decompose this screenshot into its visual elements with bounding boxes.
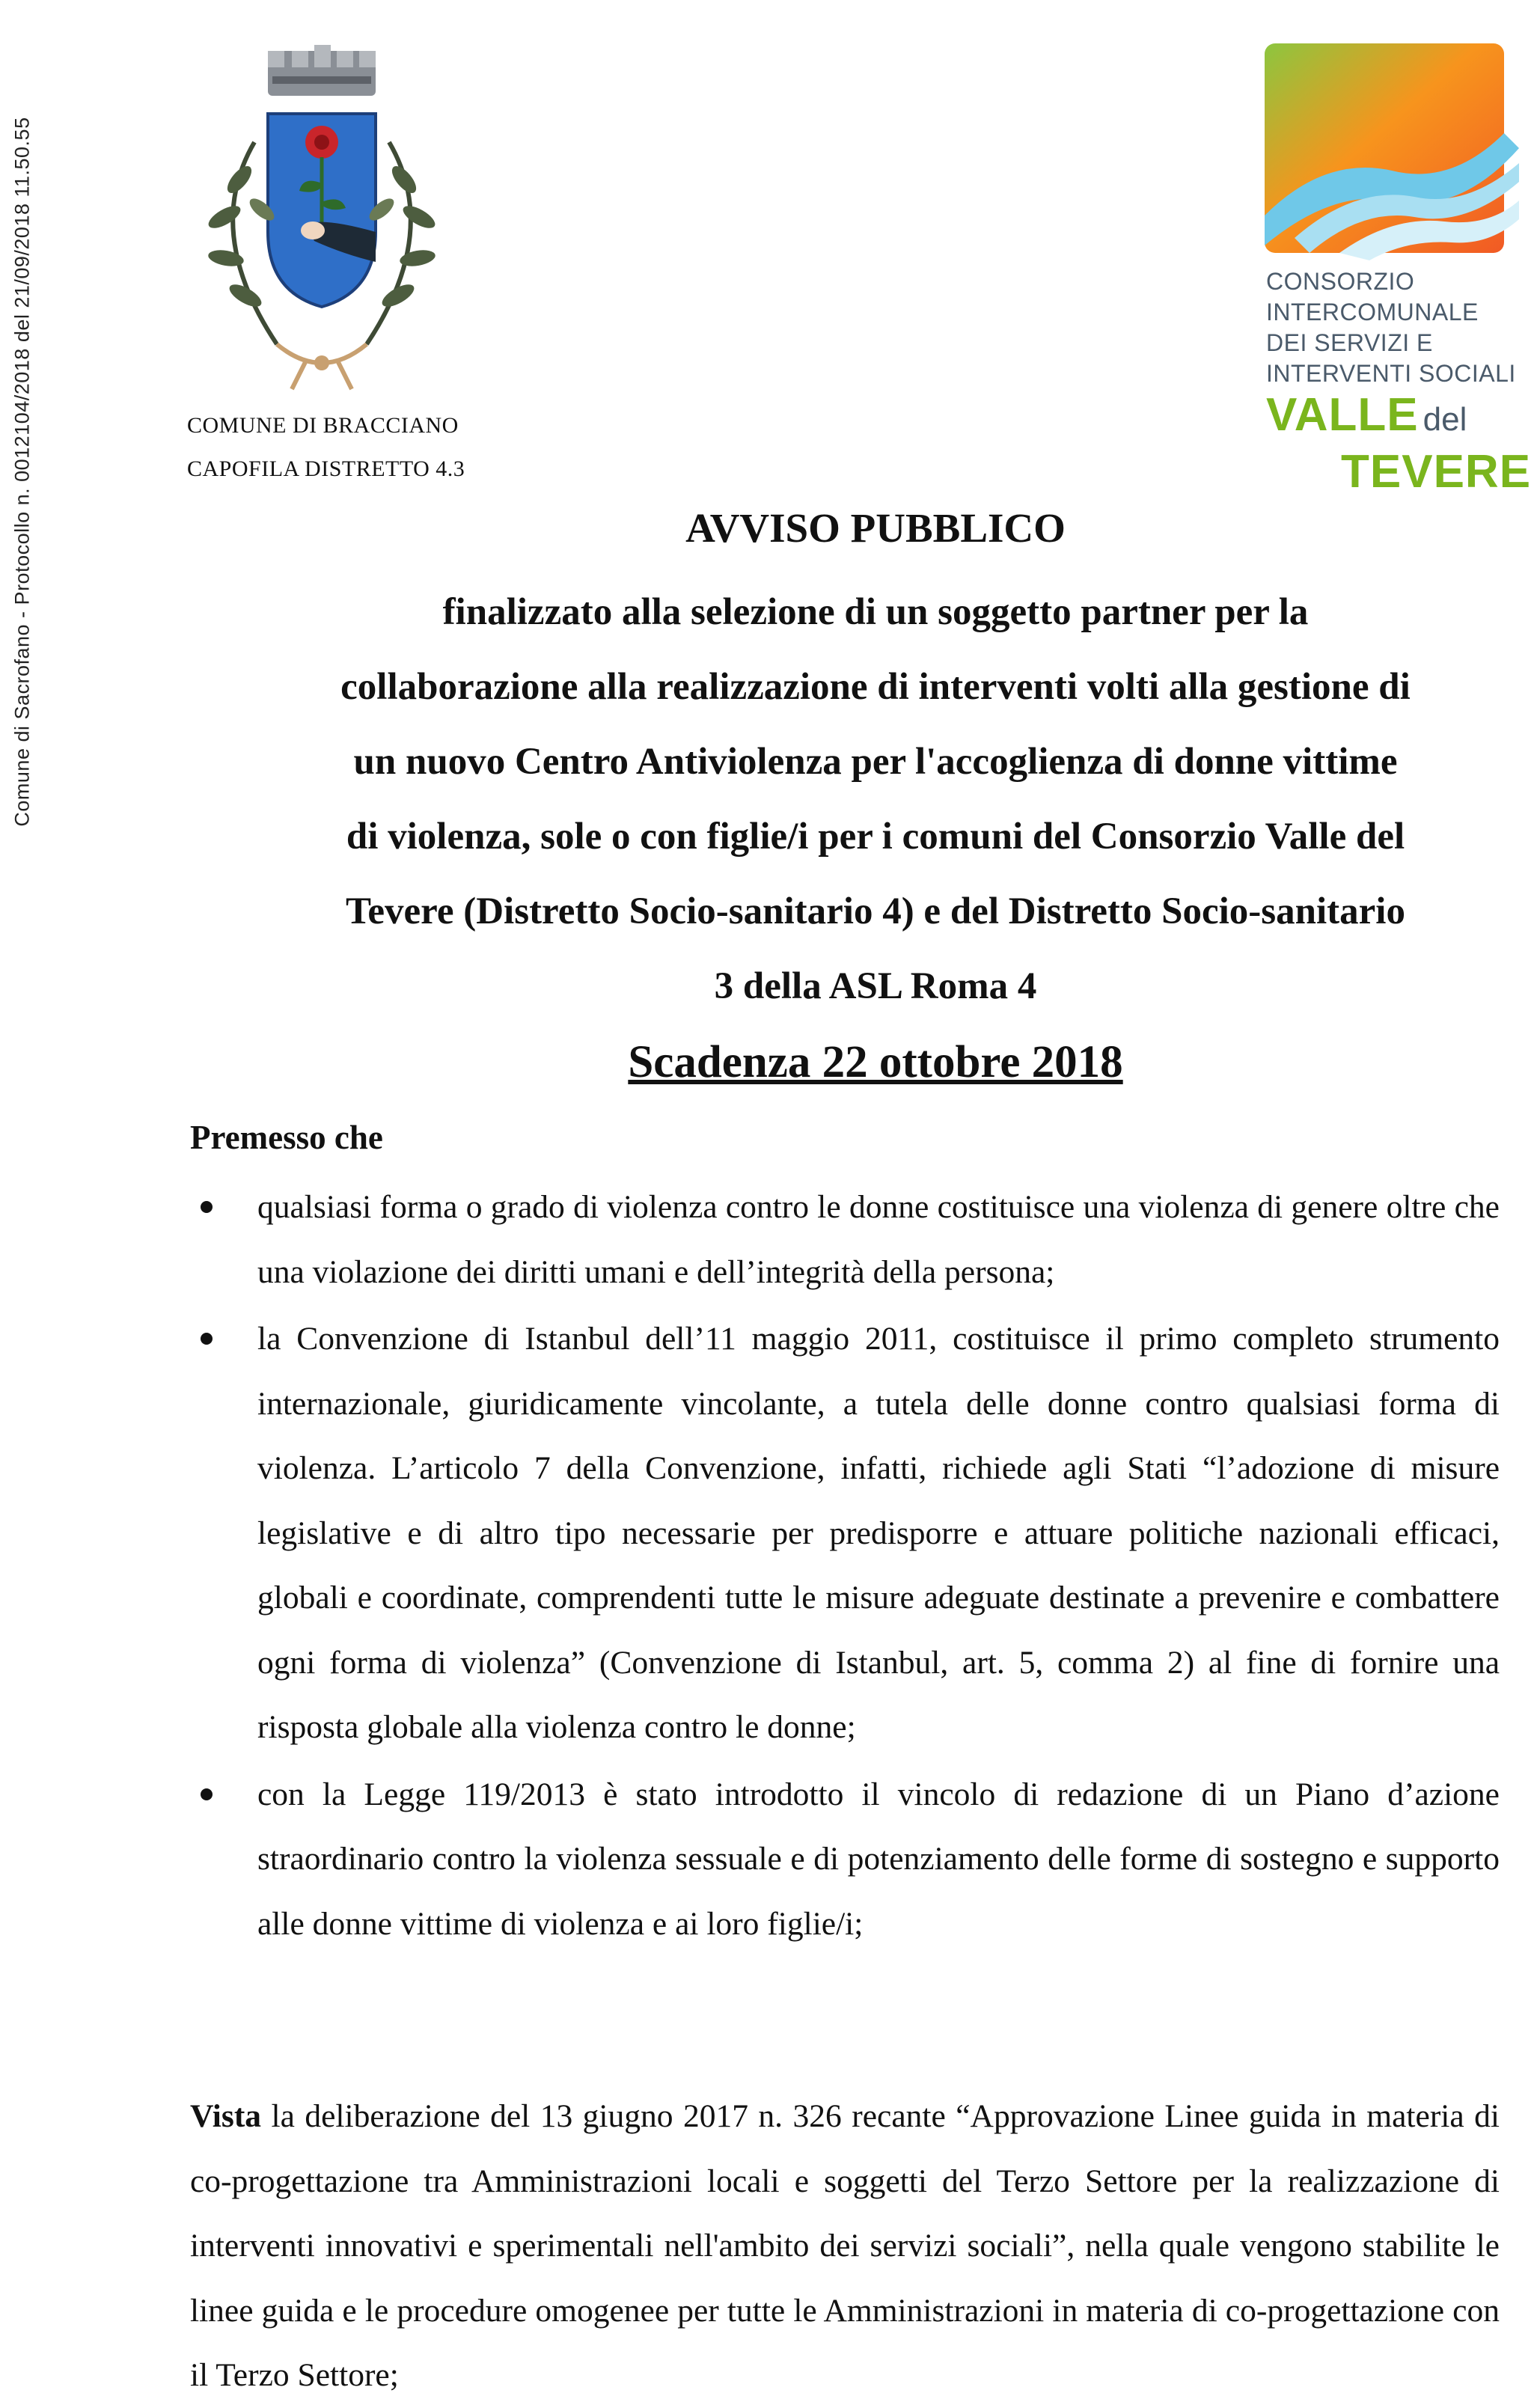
notice-subject-line: un nuovo Centro Antiviolenza per l'accoglienza di donne vittime: [353, 741, 1398, 783]
notice-subject-line: Tevere (Distretto Socio-sanitario 4) e del Distretto Socio-sanitario: [346, 890, 1405, 932]
consorzio-line: DEI SERVIZI E: [1266, 329, 1433, 356]
consorzio-line: CONSORZIO: [1266, 268, 1415, 295]
protocol-stamp-text: Comune di Sacrofano - Protocollo n. 0012104/2018 del 21/09/2018 11.50.55: [10, 116, 34, 827]
logo-wordmark-valle: [1266, 389, 1521, 449]
comune-crest-image: [180, 45, 464, 397]
list-item-text: la Convenzione di Istanbul dell’11 maggio 2011, costituisce il primo completo strumento internazionale, giuridicamente vincolante, a tutela delle donne contro qualsiasi forma di violenza. L’articolo 7 della Convenzione, infatti, richiede agli Stati “l’adozione di misure legislative e di altro tipo necessarie per predisporre e attuare politiche nazionali efficaci, globali e coordinate, comprendenti tutte le misure adeguate destinate a prevenire e combattere ogni forma di violenza” (Convenzione di Istanbul, art. 5, comma 2) al fine di fornire una risposta globale alla violenza contro le donne;: [257, 1321, 1500, 1745]
logo-valle: VALLE: [1266, 389, 1419, 441]
logo-del: del: [1423, 401, 1467, 438]
list-item: [190, 1307, 1500, 1760]
notice-subject-line: di violenza, sole o con figlie/i per i comuni del Consorzio Valle del: [346, 816, 1405, 858]
comune-district: CAPOFILA DISTRETTO 4.3: [187, 456, 465, 481]
consorzio-logo-image: [1265, 43, 1519, 268]
comune-header: [187, 404, 465, 491]
vista-paragraph: [190, 2084, 1500, 2408]
protocol-stamp: [7, 45, 37, 898]
list-item-text: con la Legge 119/2013 è stato introdotto il vincolo di redazione di un Piano d’azione straordinario contro la violenza sessuale e di potenziamento delle forme di sostegno e supporto alle donne vittime di violenza e ai loro figlie/i;: [257, 1776, 1500, 1942]
consorzio-line: INTERCOMUNALE: [1266, 299, 1479, 326]
logo-tevere: TEVERE: [1341, 446, 1532, 498]
bullet-icon: [201, 1333, 213, 1345]
deadline: Scadenza 22 ottobre 2018: [628, 1037, 1123, 1087]
notice-subject-line: finalizzato alla selezione di un soggetto partner per la: [442, 591, 1309, 633]
bullet-icon: [201, 1788, 213, 1800]
list-item: [190, 1175, 1500, 1304]
notice-subject-line: collaborazione alla realizzazione di interventi volti alla gestione di: [340, 666, 1411, 708]
list-item-text: qualsiasi forma o grado di violenza contro le donne costituisce una violenza di genere oltre che una violazione dei diritti umani e dell’integrità della persona;: [257, 1189, 1500, 1290]
bullet-icon: [201, 1201, 213, 1213]
list-item: [190, 1762, 1500, 1957]
premesso-list: [190, 1175, 1500, 1958]
notice-subject: [247, 575, 1504, 1024]
consorzio-line: INTERVENTI SOCIALI: [1266, 360, 1516, 387]
premesso-heading: Premesso che: [190, 1119, 383, 1156]
notice-title: AVVISO PUBBLICO: [685, 505, 1066, 551]
consorzio-header: [1266, 266, 1532, 498]
vista-text: la deliberazione del 13 giugno 2017 n. 326 recante “Approvazione Linee guida in materia di co-progettazione tra Amministrazioni locali e soggetti del Terzo Settore per la realizzazione di interventi innovativi e sperimentali nell'ambito dei servizi sociali”, nella quale vengono stabilite le linee guida e le procedure omogenee per tutte le Amministrazioni in materia di co-progettazione con il Terzo Settore;: [190, 2098, 1500, 2393]
comune-name: COMUNE DI BRACCIANO: [187, 413, 459, 438]
vista-lead: Vista: [190, 2098, 262, 2134]
notice-subject-line: 3 della ASL Roma 4: [714, 965, 1037, 1007]
